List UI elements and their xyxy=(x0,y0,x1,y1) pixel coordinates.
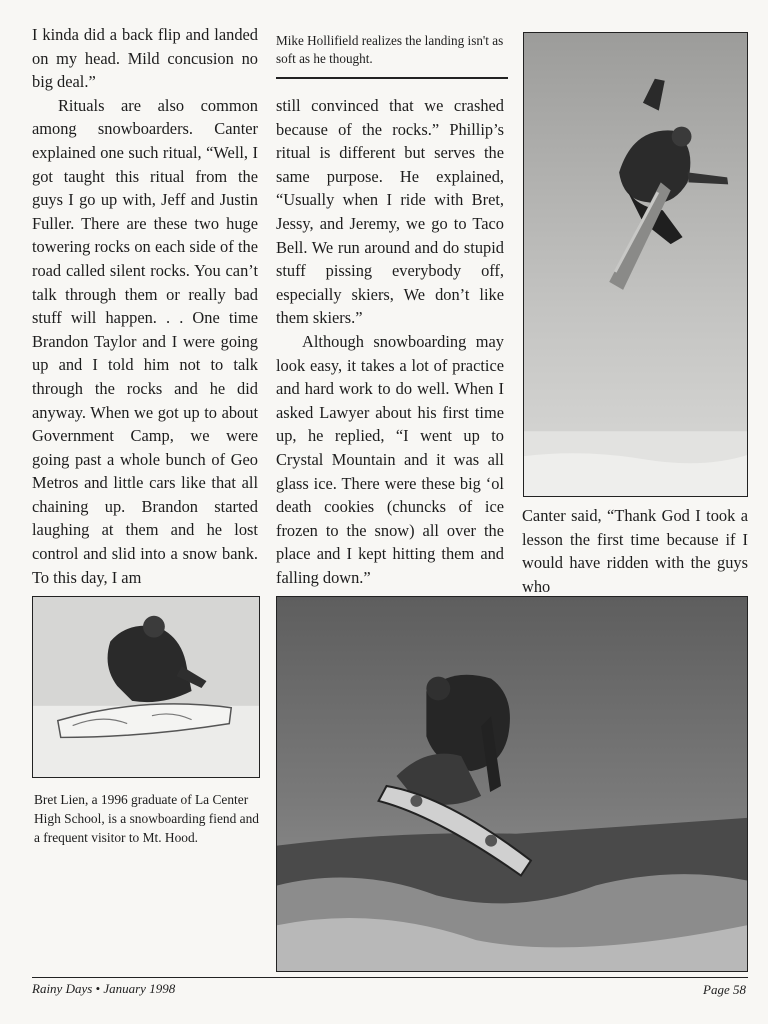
article-paragraph: I kinda did a back flip and landed on my head. Mild concusion no big deal.” xyxy=(32,25,258,92)
footer-page-number: Page 58 xyxy=(703,982,746,997)
photo-bret-lien xyxy=(32,596,260,778)
article-paragraph: still convinced that we crashed because of the rocks.” Phillip’s ritual is different but serves the same purpose. He explained, “Usually when I ride with Bret, Jessy, and Jeremy, we go to Taco Bell. We run around and do stupid stuff pissing everybody off, especially skiers, We don’t like them skiers.” xyxy=(276,96,504,328)
photo-snowboarder-jump xyxy=(276,596,748,972)
photo-caption-top: Mike Hollifield realizes the landing isn't as soft as he thought. xyxy=(276,33,504,66)
photo-snowboarder-airborne xyxy=(523,32,748,497)
article-column-1 xyxy=(32,23,258,589)
footer-publication: Rainy Days • January 1998 xyxy=(32,981,176,996)
article-column-3 xyxy=(522,504,748,598)
article-paragraph: Canter said, “Thank God I took a lesson the first time because if I would have ridden with the guys who xyxy=(522,506,748,596)
photo-caption-bret: Bret Lien, a 1996 graduate of La Center High School, is a snowboarding fiend and a frequent visitor to Mt. Hood. xyxy=(34,792,260,845)
article-paragraph: Although snowboarding may look easy, it takes a lot of practice and hard work to do well. When I asked Lawyer about his first time up, he replied, “I went up to Crystal Mountain and it was all glass ice. There were these big ‘ol death cookies (chuncks of ice frozen to the snow) all over the place and I kept hitting them and falling down.” xyxy=(276,331,504,587)
article-column-2 xyxy=(276,94,504,589)
caption-divider xyxy=(276,77,508,79)
article-paragraph: Rituals are also common among snowboarders. Canter explained one such ritual, “Well, I got taught this ritual from the guys I go up with, Jeff and Justin Fuller. There are these two huge towering rocks on each side of the road called silent rocks. You can’t talk through them or really bad stuff will happen. . . One time Brandon Taylor and I were going up and I told him not to talk through the rocks and he did anyway. When we got up to about Government Camp, we were going past a whole bunch of Geo Metros and little cars like that all chaining up. Brandon started laughing at them and he lost control and slid into a snow bank. To this day, I am xyxy=(32,95,258,587)
footer-rule xyxy=(32,977,748,978)
